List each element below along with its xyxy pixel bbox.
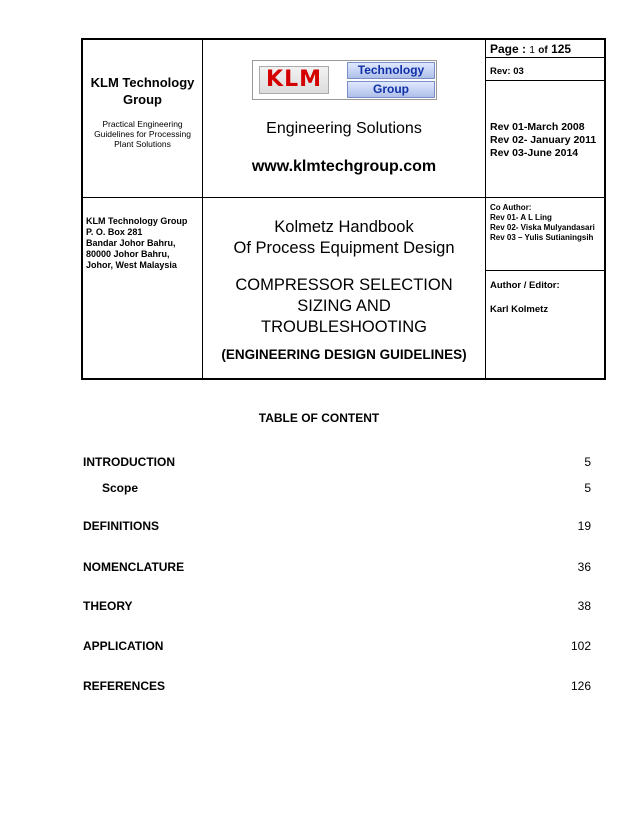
toc-label: Scope bbox=[102, 481, 139, 495]
company-tagline: Practical Engineering Guidelines for Processing Plant Solutions bbox=[94, 119, 191, 149]
row-divider bbox=[485, 80, 604, 81]
revision-entry: Rev 02- January 2011 bbox=[490, 134, 597, 146]
row-divider bbox=[485, 270, 604, 271]
page-number bbox=[490, 42, 571, 56]
engineering-solutions: Engineering Solutions bbox=[266, 120, 422, 137]
toc-page: 5 bbox=[584, 481, 591, 495]
co-authors bbox=[490, 203, 608, 243]
address-line: KLM Technology Group bbox=[86, 216, 188, 226]
handbook-title-line: Kolmetz Handbook bbox=[274, 218, 414, 236]
handbook-title bbox=[203, 217, 485, 259]
address-line: 80000 Johor Bahru, bbox=[86, 249, 170, 259]
toc-page: 38 bbox=[577, 599, 591, 613]
toc-label: REFERENCES bbox=[83, 679, 166, 693]
address-line: P. O. Box 281 bbox=[86, 227, 143, 237]
logo-klm-text: KLM bbox=[259, 66, 329, 94]
toc-page: 126 bbox=[570, 679, 591, 693]
revision-entry: Rev 03-June 2014 bbox=[490, 147, 579, 159]
author-editor-name: Karl Kolmetz bbox=[490, 304, 549, 315]
row-divider bbox=[485, 57, 604, 58]
toc-label: APPLICATION bbox=[83, 639, 164, 653]
toc-title: TABLE OF CONTENT bbox=[258, 411, 380, 425]
document-title-line: SIZING AND bbox=[297, 297, 391, 315]
document-title-line: COMPRESSOR SELECTION bbox=[235, 276, 453, 294]
company-address bbox=[86, 216, 201, 271]
row-divider bbox=[83, 197, 604, 198]
document-title-line: TROUBLESHOOTING bbox=[261, 318, 427, 336]
document-title bbox=[203, 275, 485, 338]
logo-technology-text: Technology bbox=[347, 62, 435, 79]
toc-label: THEORY bbox=[83, 599, 133, 613]
revision: Rev: 03 bbox=[490, 66, 524, 77]
document-header bbox=[81, 38, 606, 380]
co-author-entry: Rev 03 – Yulis Sutianingsih bbox=[490, 233, 594, 242]
address-line: Johor, West Malaysia bbox=[86, 260, 177, 270]
document-subtitle: (ENGINEERING DESIGN GUIDELINES) bbox=[221, 347, 467, 362]
author-editor-label: Author / Editor: bbox=[490, 280, 560, 291]
logo-group-text: Group bbox=[347, 81, 435, 98]
column-divider bbox=[485, 40, 486, 378]
toc-page: 36 bbox=[577, 560, 591, 574]
address-line: Bandar Johor Bahru, bbox=[86, 238, 176, 248]
co-author-entry: Rev 02- Viska Mulyandasari bbox=[490, 223, 595, 232]
toc-label: INTRODUCTION bbox=[83, 455, 175, 469]
page-current: 1 bbox=[529, 45, 535, 56]
page-prefix: Page : bbox=[490, 42, 527, 56]
website: www.klmtechgroup.com bbox=[251, 158, 437, 175]
co-author-heading: Co Author: bbox=[490, 203, 532, 212]
klm-logo bbox=[252, 60, 437, 100]
company-name: KLM Technology Group bbox=[90, 75, 195, 107]
co-author-entry: Rev 01- A L Ling bbox=[490, 213, 552, 222]
revision-entry: Rev 01-March 2008 bbox=[490, 121, 585, 133]
toc-page: 5 bbox=[584, 455, 591, 469]
toc-label: DEFINITIONS bbox=[83, 519, 160, 533]
page-of: of bbox=[538, 45, 548, 56]
handbook-title-line: Of Process Equipment Design bbox=[233, 239, 455, 257]
revision-history bbox=[490, 121, 596, 160]
toc-label: NOMENCLATURE bbox=[83, 560, 185, 574]
toc-page: 102 bbox=[570, 639, 591, 653]
toc-page: 19 bbox=[577, 519, 591, 533]
page-total: 125 bbox=[551, 42, 572, 56]
